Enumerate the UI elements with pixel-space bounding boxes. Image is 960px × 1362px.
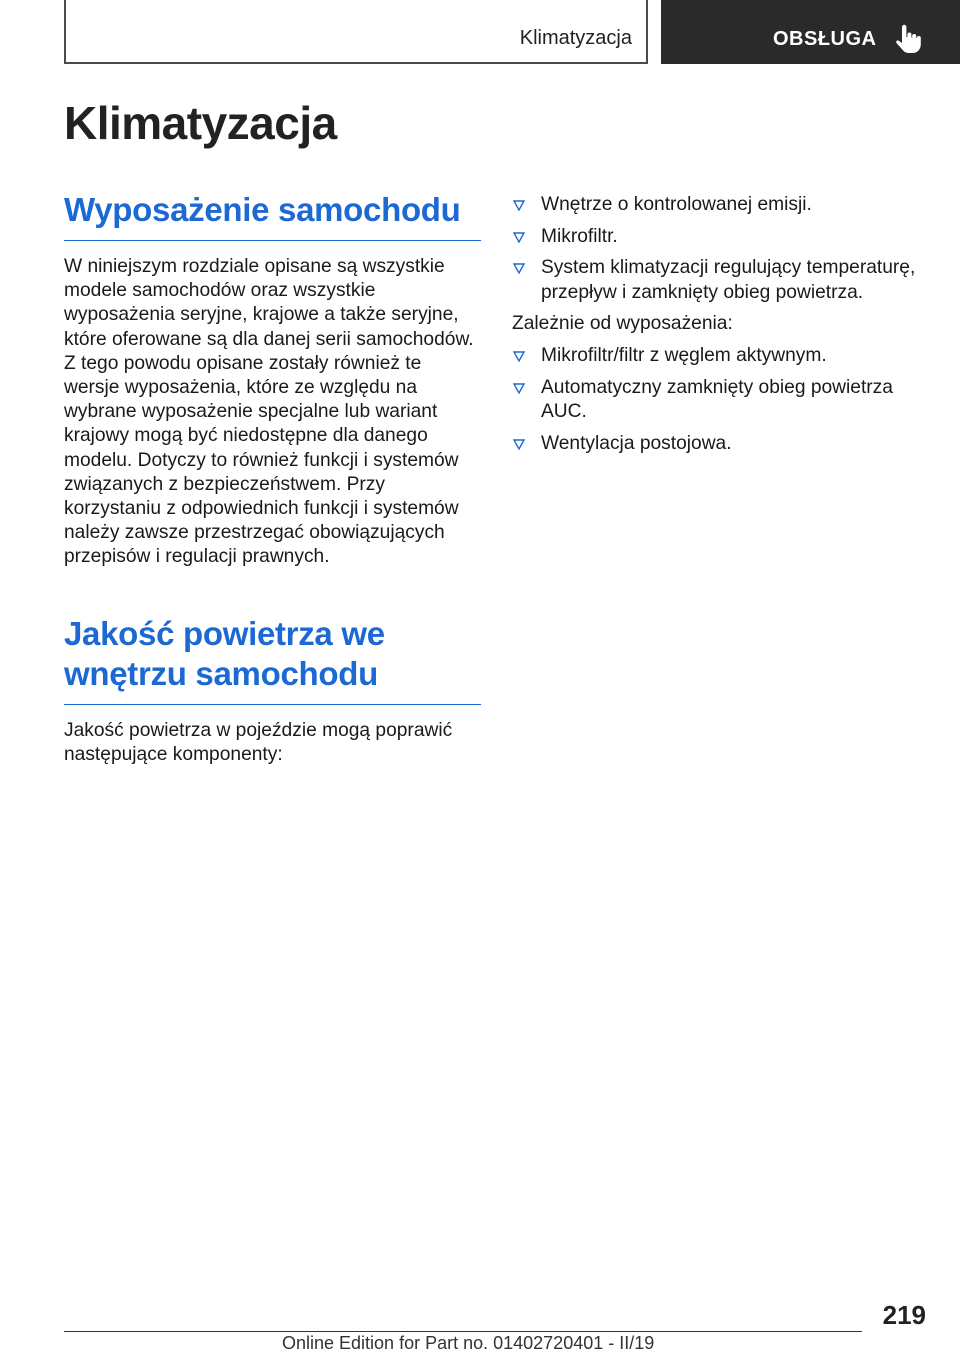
list-item — [512, 256, 922, 304]
page-number: 219 — [882, 1300, 926, 1330]
footer-edition-text: Online Edition for Part no. 01402720401 - II/19 — [282, 1333, 655, 1353]
list-item — [512, 432, 922, 456]
list-item — [512, 344, 922, 368]
list-item-text: Automatyczny zamknięty obieg powietrza AUC. — [541, 376, 893, 422]
left-column — [64, 190, 481, 767]
equipment-paragraph: W niniejszym rozdziale opisane są wszystkie modele samochodów oraz wszystkie wyposażenia seryjne, krajowe a także seryjne, które oferowane są dla danej serii samochodów. Z tego powodu opisane zostały również te wersje wyposażenia, które ze względu na wybrane wyposażenie specjalne lub wariant krajowy mogą być niedostępne dla danego modelu. Dotyczy to również funkcji i systemów związanych z bezpieczeństwem. Przy korzystaniu z odpowiednich funkcji i systemów należy zawsze przestrzegać obowiązujących przepisów i regulacji prawnych. — [64, 256, 474, 568]
list-item-text: Wnętrze o kontrolowanej emisji. — [541, 194, 812, 215]
triangle-bullet-icon — [513, 263, 525, 274]
footer-divider — [64, 1331, 862, 1332]
page-title: Klimatyzacja — [64, 97, 337, 149]
right-column — [512, 193, 922, 463]
triangle-bullet-icon — [513, 439, 525, 450]
air-quality-paragraph: Jakość powietrza w pojeździe mogą poprawić następujące komponenty: — [64, 719, 453, 765]
section-title-equipment: Wyposażenie samochodu — [64, 190, 481, 241]
chapter-label: Klimatyzacja — [519, 27, 632, 49]
component-list — [512, 193, 922, 305]
header-section-box — [661, 0, 960, 64]
optional-component-list — [512, 344, 922, 456]
list-item-text: System klimatyzacji regulujący temperaturę, przepływ i zamknięty obieg powietrza. — [541, 257, 916, 303]
triangle-bullet-icon — [513, 383, 525, 394]
equipment-dependent-heading: Zależnie od wyposażenia: — [512, 313, 733, 335]
header-chapter-box — [64, 0, 648, 64]
section-label: OBSŁUGA — [773, 28, 877, 50]
section-title-air-quality: Jakość powietrza we wnętrzu samochodu — [64, 614, 481, 705]
list-item-text: Wentylacja postojowa. — [541, 432, 732, 454]
list-item — [512, 225, 922, 249]
triangle-bullet-icon — [513, 232, 525, 243]
triangle-bullet-icon — [513, 200, 525, 211]
list-item-text: Mikrofiltr/filtr z węglem aktywnym. — [541, 345, 827, 367]
hand-pointer-icon — [895, 24, 921, 54]
triangle-bullet-icon — [513, 351, 525, 362]
list-item-text: Mikrofiltr. — [541, 225, 618, 247]
list-item — [512, 376, 922, 424]
list-item — [512, 193, 922, 217]
